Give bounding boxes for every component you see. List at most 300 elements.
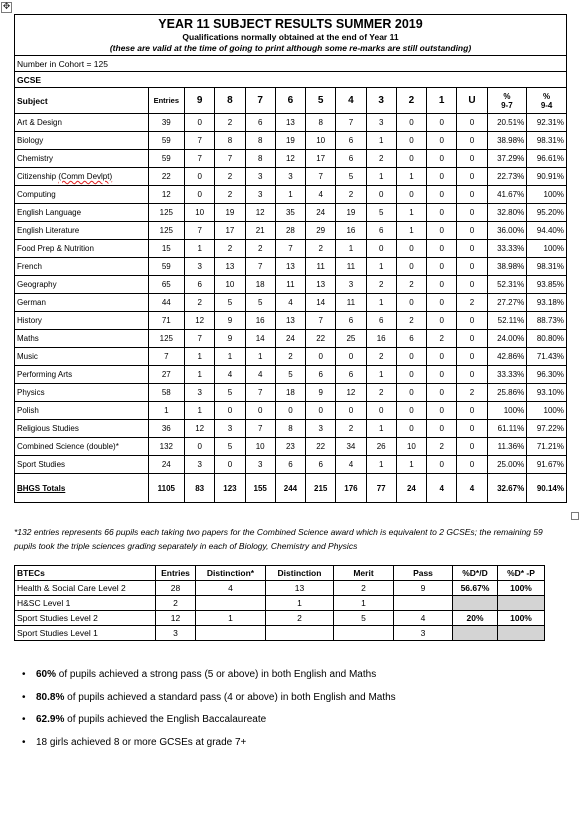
grade-count-cell: 4: [215, 366, 245, 384]
grade-count-cell: 7: [306, 312, 336, 330]
btec-header: BTECs: [15, 566, 156, 581]
entries-cell: 125: [148, 330, 185, 348]
btec-pdp-cell: [498, 596, 545, 611]
grade-count-cell: 6: [275, 456, 305, 474]
stat-text: 18 girls achieved 8 or more GCSEs at grade 7+: [36, 736, 247, 748]
list-item: [22, 691, 396, 714]
grade-count-cell: 5: [215, 294, 245, 312]
table-header-row: [15, 88, 567, 114]
pct-9-4-cell: 94.40%: [527, 222, 567, 240]
grade-count-cell: 2: [275, 348, 305, 366]
grade-count-cell: 0: [396, 384, 426, 402]
table-row: [15, 294, 567, 312]
section-label: GCSE: [15, 72, 567, 88]
grade-count-cell: 17: [215, 222, 245, 240]
btec-pdd-cell: [453, 596, 498, 611]
bullet-icon: •: [22, 736, 26, 748]
totals-row: [15, 474, 567, 503]
grade-count-cell: 6: [306, 456, 336, 474]
grade-count-cell: 0: [427, 132, 457, 150]
grade-count-cell: 3: [336, 276, 366, 294]
header-pct-symbol: %: [543, 91, 551, 101]
pct-9-7-cell: 24.00%: [487, 330, 527, 348]
grade-count-cell: 5: [275, 366, 305, 384]
grade-count-cell: 1: [366, 132, 396, 150]
grade-count-cell: 5: [245, 294, 275, 312]
grade-count-cell: 0: [427, 168, 457, 186]
grade-count-cell: 9: [306, 384, 336, 402]
pct-9-4-cell: 97.22%: [527, 420, 567, 438]
grade-count-cell: 12: [275, 150, 305, 168]
btec-dist-cell: 13: [266, 581, 334, 596]
pct-9-7-cell: 32.80%: [487, 204, 527, 222]
pct-9-4-cell: 92.31%: [527, 114, 567, 132]
grade-count-cell: 6: [366, 312, 396, 330]
btec-header: Merit: [334, 566, 394, 581]
grade-count-cell: 16: [366, 330, 396, 348]
pct-9-7-cell: 20.51%: [487, 114, 527, 132]
grade-count-cell: 0: [336, 402, 366, 420]
grade-count-cell: 22: [306, 438, 336, 456]
grade-count-cell: 2: [215, 240, 245, 258]
pct-9-4-cell: 96.30%: [527, 366, 567, 384]
grade-count-cell: 0: [366, 186, 396, 204]
entries-cell: 44: [148, 294, 185, 312]
header-pct-range: 9-4: [540, 100, 553, 110]
spellcheck-underlined-text: (Comm Devlpt): [58, 172, 113, 181]
grade-count-cell: 0: [457, 114, 487, 132]
pct-9-7-cell: 38.98%: [487, 132, 527, 150]
header-grade: 1: [427, 88, 457, 114]
table-row: [15, 240, 567, 258]
grade-count-cell: 13: [306, 276, 336, 294]
pct-9-4-cell: 71.21%: [527, 438, 567, 456]
header-pct-9-7: [487, 88, 527, 114]
grade-count-cell: 10: [185, 204, 215, 222]
grade-count-cell: 0: [457, 330, 487, 348]
btec-name-cell: Sport Studies Level 1: [15, 626, 156, 641]
entries-cell: 36: [148, 420, 185, 438]
grade-count-cell: 9: [215, 312, 245, 330]
grade-count-cell: 3: [306, 420, 336, 438]
table-row: [15, 438, 567, 456]
pct-9-4-cell: 71.43%: [527, 348, 567, 366]
pct-9-7-cell: 52.31%: [487, 276, 527, 294]
grade-count-cell: 0: [427, 402, 457, 420]
pct-9-7-cell: 37.29%: [487, 150, 527, 168]
header-grade: 4: [336, 88, 366, 114]
grade-count-cell: 123: [215, 474, 245, 503]
pct-9-4-cell: 95.20%: [527, 204, 567, 222]
grade-count-cell: 8: [245, 150, 275, 168]
grade-count-cell: 0: [396, 114, 426, 132]
grade-count-cell: 4: [457, 474, 487, 503]
grade-count-cell: 83: [185, 474, 215, 503]
grade-count-cell: 24: [275, 330, 305, 348]
grade-count-cell: 1: [336, 240, 366, 258]
table-row: [15, 114, 567, 132]
pct-9-7-cell: 33.33%: [487, 240, 527, 258]
grade-count-cell: 1: [366, 258, 396, 276]
table-row: [15, 312, 567, 330]
grade-count-cell: 0: [396, 258, 426, 276]
grade-count-cell: 7: [245, 384, 275, 402]
list-item: [22, 713, 396, 736]
btec-entries-cell: 3: [156, 626, 196, 641]
grade-count-cell: 0: [427, 456, 457, 474]
list-item: [22, 668, 396, 691]
table-row: [15, 186, 567, 204]
grade-count-cell: 1: [366, 168, 396, 186]
header-grade: 8: [215, 88, 245, 114]
grade-count-cell: 2: [215, 186, 245, 204]
table-row: [15, 402, 567, 420]
btec-pass-cell: 3: [394, 626, 453, 641]
header-grade: 7: [245, 88, 275, 114]
grade-count-cell: 0: [427, 150, 457, 168]
grade-count-cell: 7: [185, 222, 215, 240]
pct-9-4-cell: 100%: [527, 186, 567, 204]
subject-cell: Physics: [15, 384, 149, 402]
grade-count-cell: 77: [366, 474, 396, 503]
grade-count-cell: 8: [275, 420, 305, 438]
subject-cell: Maths: [15, 330, 149, 348]
btec-pdd-cell: 56.67%: [453, 581, 498, 596]
grade-count-cell: 0: [396, 132, 426, 150]
grade-count-cell: 29: [306, 222, 336, 240]
grade-count-cell: 7: [185, 150, 215, 168]
btec-entries-cell: 12: [156, 611, 196, 626]
gcse-results-table: [14, 14, 567, 503]
grade-count-cell: 0: [427, 384, 457, 402]
grade-count-cell: 2: [185, 294, 215, 312]
grade-count-cell: 6: [366, 222, 396, 240]
grade-count-cell: 12: [245, 204, 275, 222]
grade-count-cell: 4: [245, 366, 275, 384]
btec-row: [15, 611, 545, 626]
table-row: [15, 168, 567, 186]
subject-cell: Computing: [15, 186, 149, 204]
grade-count-cell: 1: [396, 168, 426, 186]
grade-count-cell: 2: [336, 186, 366, 204]
grade-count-cell: 3: [366, 114, 396, 132]
grade-count-cell: 2: [336, 420, 366, 438]
grade-count-cell: 4: [427, 474, 457, 503]
btec-header: Distinction: [266, 566, 334, 581]
grade-count-cell: 6: [185, 276, 215, 294]
grade-count-cell: 10: [396, 438, 426, 456]
pct-9-4-cell: 98.31%: [527, 132, 567, 150]
pct-9-7-cell: 25.86%: [487, 384, 527, 402]
title-block: [15, 15, 567, 56]
grade-count-cell: 5: [366, 204, 396, 222]
btec-pdd-cell: 20%: [453, 611, 498, 626]
pct-9-7-cell: 52.11%: [487, 312, 527, 330]
grade-count-cell: 2: [457, 294, 487, 312]
grade-count-cell: 0: [457, 240, 487, 258]
btec-dist-cell: [266, 626, 334, 641]
pct-9-7-cell: 22.73%: [487, 168, 527, 186]
grade-count-cell: 0: [457, 258, 487, 276]
grade-count-cell: 34: [336, 438, 366, 456]
grade-count-cell: 0: [215, 402, 245, 420]
header-pct-9-4: [527, 88, 567, 114]
entries-cell: 24: [148, 456, 185, 474]
grade-count-cell: 0: [457, 438, 487, 456]
table-row: [15, 132, 567, 150]
pct-9-4-cell: 90.14%: [527, 474, 567, 503]
grade-count-cell: 0: [457, 150, 487, 168]
pct-9-4-cell: 100%: [527, 402, 567, 420]
grade-count-cell: 2: [366, 150, 396, 168]
grade-count-cell: 3: [275, 168, 305, 186]
grade-count-cell: 0: [275, 402, 305, 420]
btec-row: [15, 626, 545, 641]
subject-cell: Biology: [15, 132, 149, 150]
subject-cell: Music: [15, 348, 149, 366]
grade-count-cell: 28: [275, 222, 305, 240]
grade-count-cell: 1: [396, 204, 426, 222]
btec-row: [15, 596, 545, 611]
grade-count-cell: 0: [457, 456, 487, 474]
grade-count-cell: 0: [427, 420, 457, 438]
pct-9-4-cell: 80.80%: [527, 330, 567, 348]
grade-count-cell: 6: [336, 132, 366, 150]
grade-count-cell: 2: [215, 168, 245, 186]
btec-merit-cell: 2: [334, 581, 394, 596]
grade-count-cell: 3: [245, 186, 275, 204]
entries-cell: 59: [148, 258, 185, 276]
subject-cell: Performing Arts: [15, 366, 149, 384]
grade-count-cell: 7: [245, 420, 275, 438]
grade-count-cell: 22: [306, 330, 336, 348]
totals-label: BHGS Totals: [15, 474, 149, 503]
grade-count-cell: 0: [427, 348, 457, 366]
grade-count-cell: 12: [336, 384, 366, 402]
combined-science-footnote: *132 entries represents 66 pupils each taking two papers for the Combined Science award which is equivalent to 2 GCSEs; the remaining 59 pupils took the triple sciences grading separately in each of Biology, Chemistry and Physics: [14, 527, 543, 551]
grade-count-cell: 1: [185, 366, 215, 384]
grade-count-cell: 4: [306, 186, 336, 204]
grade-count-cell: 0: [215, 456, 245, 474]
entries-cell: 7: [148, 348, 185, 366]
grade-count-cell: 0: [185, 186, 215, 204]
pct-9-7-cell: 38.98%: [487, 258, 527, 276]
pct-9-4-cell: 100%: [527, 240, 567, 258]
grade-count-cell: 11: [306, 258, 336, 276]
grade-count-cell: 0: [396, 402, 426, 420]
grade-count-cell: 0: [396, 294, 426, 312]
grade-count-cell: 0: [457, 276, 487, 294]
entries-cell: 22: [148, 168, 185, 186]
subject-cell: Polish: [15, 402, 149, 420]
btec-pdp-cell: [498, 626, 545, 641]
grade-count-cell: 0: [457, 132, 487, 150]
pct-9-7-cell: 32.67%: [487, 474, 527, 503]
btec-name-cell: Sport Studies Level 2: [15, 611, 156, 626]
grade-count-cell: 7: [306, 168, 336, 186]
grade-count-cell: 0: [366, 240, 396, 258]
grade-count-cell: 0: [427, 312, 457, 330]
grade-count-cell: 11: [336, 294, 366, 312]
grade-count-cell: 19: [336, 204, 366, 222]
grade-count-cell: 1: [185, 402, 215, 420]
header-grade: 2: [396, 88, 426, 114]
grade-count-cell: 1: [366, 456, 396, 474]
stat-text: of pupils achieved a standard pass (4 or above) in both English and Maths: [64, 691, 396, 703]
grade-count-cell: 0: [427, 204, 457, 222]
btec-pdp-cell: 100%: [498, 581, 545, 596]
entries-cell: 125: [148, 222, 185, 240]
grade-count-cell: 0: [366, 402, 396, 420]
entries-cell: 65: [148, 276, 185, 294]
btec-name-cell: H&SC Level 1: [15, 596, 156, 611]
grade-count-cell: 6: [336, 366, 366, 384]
stat-value: 80.8%: [36, 691, 65, 703]
btec-header: Entries: [156, 566, 196, 581]
grade-count-cell: 1: [396, 222, 426, 240]
list-item: [22, 736, 396, 759]
subject-text: Citizenship: [17, 172, 59, 181]
table-row: [15, 330, 567, 348]
grade-count-cell: 1: [366, 366, 396, 384]
entries-cell: 59: [148, 150, 185, 168]
header-entries: Entries: [148, 88, 185, 114]
grade-count-cell: 0: [306, 402, 336, 420]
pct-9-7-cell: 41.67%: [487, 186, 527, 204]
entries-cell: 15: [148, 240, 185, 258]
table-move-handle-icon[interactable]: ✥: [2, 2, 11, 12]
btec-pass-cell: 4: [394, 611, 453, 626]
grade-count-cell: 13: [215, 258, 245, 276]
btec-header: Distinction*: [196, 566, 266, 581]
grade-count-cell: 3: [185, 384, 215, 402]
header-pct-symbol: %: [503, 91, 511, 101]
btec-pdd-cell: [453, 626, 498, 641]
grade-count-cell: 1: [215, 348, 245, 366]
grade-count-cell: 9: [215, 330, 245, 348]
grade-count-cell: 13: [275, 114, 305, 132]
entries-cell: 1105: [148, 474, 185, 503]
pct-9-7-cell: 11.36%: [487, 438, 527, 456]
btec-header: %D* -P: [498, 566, 545, 581]
grade-count-cell: 5: [336, 168, 366, 186]
grade-count-cell: 7: [245, 258, 275, 276]
entries-cell: 1: [148, 402, 185, 420]
grade-count-cell: 6: [396, 330, 426, 348]
btec-pass-cell: [394, 596, 453, 611]
btec-dstar-cell: [196, 626, 266, 641]
btec-results-table: [14, 565, 545, 641]
grade-count-cell: 14: [306, 294, 336, 312]
pct-9-4-cell: 93.18%: [527, 294, 567, 312]
grade-count-cell: 0: [185, 438, 215, 456]
btec-dist-cell: 2: [266, 611, 334, 626]
grade-count-cell: 12: [185, 312, 215, 330]
grade-count-cell: 0: [427, 258, 457, 276]
grade-count-cell: 0: [427, 366, 457, 384]
page-subtitle: Qualifications normally obtained at the end of Year 11: [182, 32, 399, 42]
btec-dist-cell: 1: [266, 596, 334, 611]
grade-count-cell: 1: [275, 186, 305, 204]
entries-cell: 12: [148, 186, 185, 204]
grade-count-cell: 13: [275, 258, 305, 276]
pct-9-4-cell: 98.31%: [527, 258, 567, 276]
grade-count-cell: 0: [457, 186, 487, 204]
table-row: [15, 384, 567, 402]
grade-count-cell: 7: [275, 240, 305, 258]
entries-cell: 58: [148, 384, 185, 402]
table-resize-handle-icon[interactable]: [571, 512, 579, 520]
grade-count-cell: 10: [245, 438, 275, 456]
subject-cell: German: [15, 294, 149, 312]
grade-count-cell: 0: [336, 348, 366, 366]
bullet-icon: •: [22, 691, 26, 703]
entries-cell: 59: [148, 132, 185, 150]
bullet-icon: •: [22, 714, 26, 725]
btec-merit-cell: 1: [334, 596, 394, 611]
grade-count-cell: 24: [396, 474, 426, 503]
grade-count-cell: 5: [215, 384, 245, 402]
grade-count-cell: 0: [396, 240, 426, 258]
table-row: [15, 222, 567, 240]
grade-count-cell: 0: [457, 204, 487, 222]
subject-cell: [15, 168, 149, 186]
entries-cell: 39: [148, 114, 185, 132]
grade-count-cell: 6: [336, 312, 366, 330]
grade-count-cell: 7: [336, 114, 366, 132]
grade-count-cell: 0: [427, 294, 457, 312]
grade-count-cell: 176: [336, 474, 366, 503]
header-grade: U: [457, 88, 487, 114]
subject-cell: Chemistry: [15, 150, 149, 168]
grade-count-cell: 0: [396, 150, 426, 168]
grade-count-cell: 23: [275, 438, 305, 456]
pct-9-4-cell: 93.85%: [527, 276, 567, 294]
grade-count-cell: 2: [245, 240, 275, 258]
grade-count-cell: 11: [336, 258, 366, 276]
grade-count-cell: 244: [275, 474, 305, 503]
grade-count-cell: 19: [275, 132, 305, 150]
page-title: YEAR 11 SUBJECT RESULTS SUMMER 2019: [158, 17, 423, 31]
subject-cell: English Language: [15, 204, 149, 222]
grade-count-cell: 21: [245, 222, 275, 240]
header-grade: 5: [306, 88, 336, 114]
stat-value: 62.9%: [36, 714, 65, 725]
subject-cell: Sport Studies: [15, 456, 149, 474]
entries-cell: 27: [148, 366, 185, 384]
grade-count-cell: 2: [366, 276, 396, 294]
grade-count-cell: 1: [396, 456, 426, 474]
grade-count-cell: 2: [427, 438, 457, 456]
table-row: [15, 348, 567, 366]
grade-count-cell: 12: [185, 420, 215, 438]
header-grade: 3: [366, 88, 396, 114]
grade-count-cell: 2: [396, 312, 426, 330]
grade-count-cell: 2: [457, 384, 487, 402]
pct-9-4-cell: 91.67%: [527, 456, 567, 474]
grade-count-cell: 7: [185, 330, 215, 348]
grade-count-cell: 0: [396, 366, 426, 384]
cohort-count: Number in Cohort = 125: [15, 56, 567, 72]
grade-count-cell: 10: [215, 276, 245, 294]
grade-count-cell: 2: [396, 276, 426, 294]
grade-count-cell: 0: [427, 276, 457, 294]
stat-value: 60%: [36, 669, 57, 680]
table-row: [15, 150, 567, 168]
subject-cell: Food Prep & Nutrition: [15, 240, 149, 258]
grade-count-cell: 155: [245, 474, 275, 503]
grade-count-cell: 16: [245, 312, 275, 330]
